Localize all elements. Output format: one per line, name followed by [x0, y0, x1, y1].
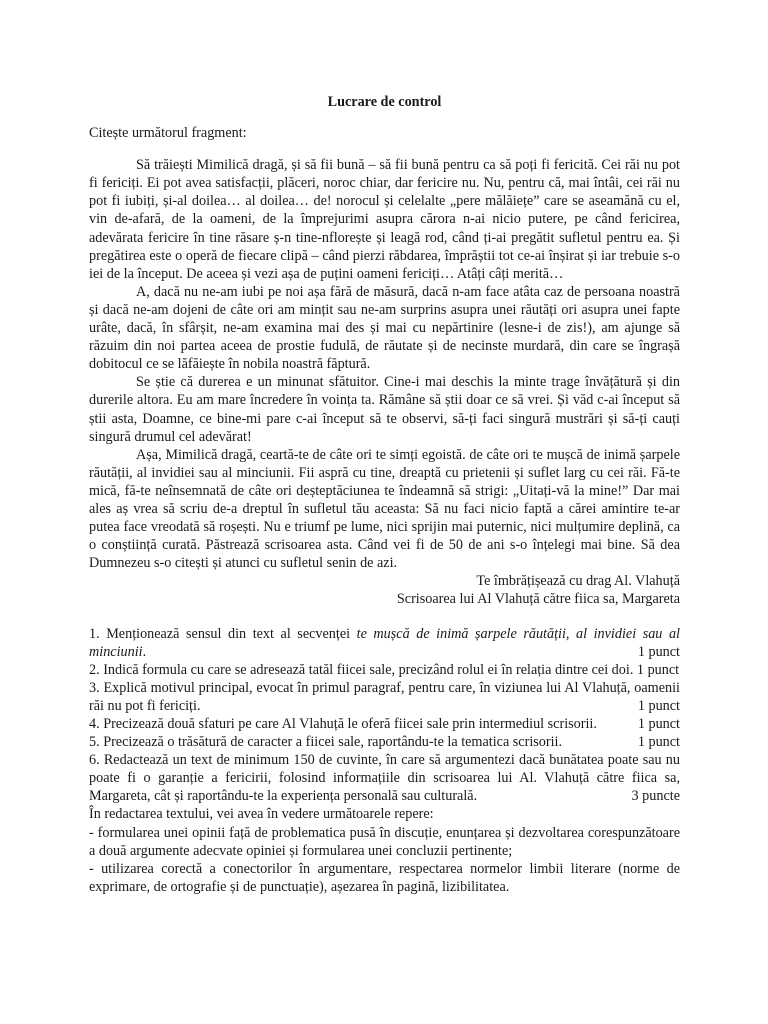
question-text: 1. Menționează sensul din text al secvenței — [89, 625, 357, 642]
requirements-intro: În redactarea textului, vei avea în vedere următoarele repere: — [89, 806, 434, 823]
document-title: Lucrare de control — [327, 94, 442, 110]
points-label: 1 punct — [637, 734, 680, 751]
question-text: . — [142, 643, 147, 660]
question-3 — [89, 679, 680, 715]
paragraph: Așa, Mimilică dragă, ceartă-te de câte ori te simți egoistă. de câte ori te mușcă de inimă șarpele răutății, al invidiei sau al minciunii. Fii aspră cu tine, dreaptă cu prietenii și suflet larg cu cei răi. Fă-te mică, fă-te neînsemnată de câte ori deșteptăciunea te îndeamnă să strigi: „Uitați-vă la mine!” Dar mai ales aș vrea să scriu de-a dreptul în sufletul tău aceasta: Să nu faci nicio faptă a cărei amintire te-ar putea face vreodată să roșești. Nu e triumf pe lume, nici sprijin mai puternic, nici mulțumire deplină, ca o conștiință curată. Păstrează scrisoarea asta. Când vei fi de 50 de ani s-o înțelegi mai bine. Să dea Dumnezeu s-o citești și atunci cu sufletul senin de azi. — [89, 446, 680, 572]
question-6 — [89, 751, 680, 805]
instruction-intro: Citește următorul fragment: — [89, 125, 247, 142]
paragraph: Să trăiești Mimilică dragă, și să fii bună – să fii bună pentru ca să poți fi fericită. Cei răi nu pot fi fericiți. Ei pot avea satisfacții, plăceri, noroc chiar, dar fericire nu. Nu, pentru că, mai întâi, cei răi nu pot fi iubiți, și-al doilea… al doilea… de! norocul și celelalte „pere mălăiețe” care se aseamănă cu el, vin de-afară, de la oameni, de la împrejurimi asupra cărora n-ai nicio putere, pe când fericirea, adevărata fericire în tine răsare ș-n tine-nflorește și leagă rod, când ți-ai pregătit sufletul pentru ea. Și pregătirea este o operă de fiecare clipă – când pierzi răbdarea, împrăștii tot ce-ai înșirat și iar trebuie s-o iei de la început. De aceea și vezi așa de puțini oameni fericiți… Atâți câți merită… — [89, 157, 680, 282]
letter-source: Scrisoarea lui Al Vlahuță către fiica sa, Margareta — [396, 591, 680, 608]
requirement-item: - utilizarea corectă a conectorilor în argumentare, respectarea normelor limbii literare (norme de exprimare, de ortografie și de punctuație), așezarea în pagină, lizibilitatea. — [89, 860, 680, 895]
question-list — [89, 625, 680, 896]
question-1 — [89, 625, 680, 661]
letter-fragment — [89, 156, 680, 572]
requirement-item: - formularea unei opinii față de problematica pusă în discuție, enunțarea și dezvoltarea corespunzătoare a două argumente adecvate opiniei și formularea unei concluzii pertinente; — [89, 824, 680, 859]
question-text: 6. Redactează un text de minimum 150 de cuvinte, în care să argumentezi dacă bunătatea poate sau nu poate fi o garanție a fericirii, folosind informațiile din scrisoarea lui Al. Vlahuță către fiica sa, Margareta, cât și raportându-te la experiența personală sau culturală. — [89, 752, 680, 805]
question-2 — [89, 661, 680, 679]
letter-signature: Te îmbrățișează cu drag Al. Vlahuță — [476, 573, 680, 590]
question-text: 2. Indică formula cu care se adresează tatăl fiicei sale, precizând rolul ei în relația dintre cei doi. — [89, 661, 634, 678]
question-5 — [89, 733, 680, 751]
points-label: 1 punct — [637, 643, 680, 660]
paragraph: A, dacă nu ne-am iubi pe noi așa fără de măsură, dacă n-am face atâta caz de persoana noastră și dacă ne-am dojeni de câte ori am mințit sau ne-am surprins asupra unei răutăți ori asupra unei fapte urâte, dacă, în sfârșit, ne-am examina mai des și mai cu nepărtinire (lesne-i de zis!), am ajunge să răzuim din noi partea aceea de prostie fudulă, de răutate și de necinste murdară, din care se îngrașă dobitocul ce se lăfăiește în nobila noastră făptură. — [89, 283, 680, 373]
points-label: 1 punct — [637, 716, 680, 732]
question-text: 5. Precizează o trăsătură de caracter a fiicei sale, raportându-te la tematica scrisorii. — [89, 734, 563, 751]
question-quote: te mușcă de inimă șarpele răutății, al invidiei sau al minciunii — [89, 625, 680, 660]
question-4 — [89, 715, 680, 733]
points-label: 3 puncte — [631, 788, 680, 805]
paragraph: Se știe că durerea e un minunat sfătuitor. Cine-i mai deschis la minte trage învățătură și din durerile altora. Eu am mare încredere în voința ta. Rămâne să știi doar ce să vrei. Și văd c-ai început să știi asta, Doamne, ce bine-mi pare c-ai început să te observi, să-ți faci singură mustrări și să-ți cauți singură drumul cel adevărat! — [89, 374, 680, 445]
question-text: 4. Precizează două sfaturi pe care Al Vlahuță le oferă fiicei sale prin intermediul scrisorii. — [89, 716, 597, 732]
points-label: 1 punct — [636, 661, 680, 678]
points-label: 1 punct — [637, 697, 680, 714]
question-text: 3. Explică motivul principal, evocat în primul paragraf, pentru care, în viziunea lui Al Vlahuță, oamenii răi nu pot fi fericiți. — [89, 679, 680, 714]
